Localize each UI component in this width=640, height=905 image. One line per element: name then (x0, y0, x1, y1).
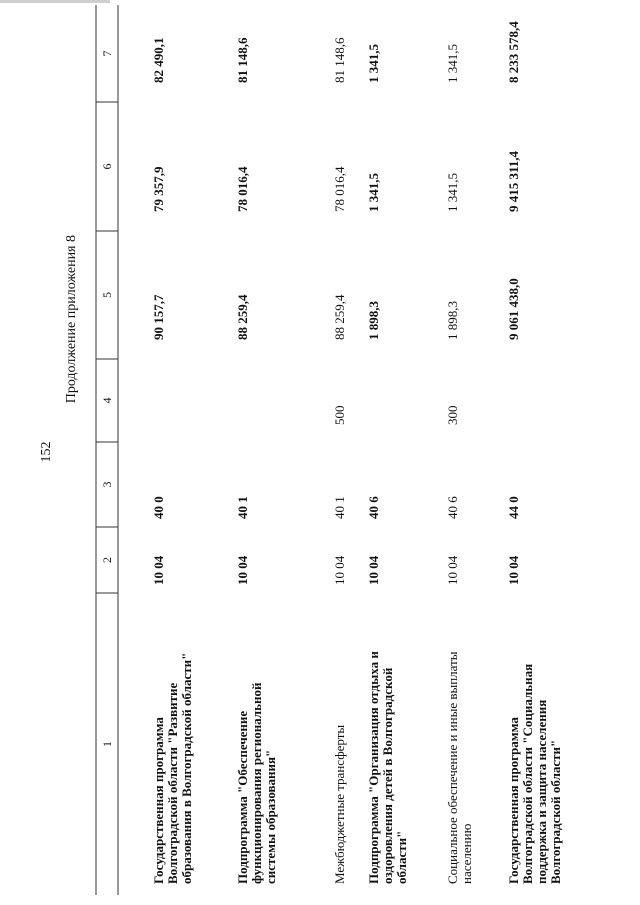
cell-target: 40 6 (445, 496, 460, 519)
table (0, 5, 640, 895)
cell-target: 40 1 (235, 496, 250, 519)
cell-type: 500 (332, 405, 347, 425)
cell-value-7: 81 148,6 (332, 37, 347, 83)
cell-target: 40 1 (332, 496, 347, 519)
scan-artifact (0, 0, 110, 3)
col-header-7: 7 (100, 50, 114, 57)
col-header-5: 5 (100, 292, 114, 298)
appendix-caption: Продолжение приложения 8 (64, 235, 79, 404)
cell-value-5: 88 259,4 (332, 294, 347, 340)
row-name: Государственная программа Волгоградской области "Социальная поддержка и защита населения Волгоградской области" (506, 663, 563, 884)
cell-value-7: 8 233 578,4 (506, 21, 521, 83)
cell-value-6: 1 341,5 (366, 173, 381, 212)
row-name: Социальное обеспечение и иные выплаты населению (445, 651, 474, 884)
cell-value-7: 82 490,1 (151, 37, 166, 83)
row-name: Государственная программа Волгоградской области "Развитие образования в Волгоградской области" (151, 652, 194, 884)
cell-value-6: 1 341,5 (445, 173, 460, 212)
cell-type: 300 (445, 405, 460, 425)
cell-value-5: 1 898,3 (366, 301, 381, 340)
cell-value-6: 79 357,9 (151, 166, 166, 212)
col-header-6: 6 (100, 163, 114, 170)
row-name: Подпрограмма "Обеспечение функционирования региональной системы образования" (235, 682, 278, 884)
col-header-3: 3 (100, 481, 114, 488)
rotated-page (0, 5, 640, 895)
row-name: Межбюджетные трансферты (332, 724, 347, 884)
cell-value-5: 9 061 438,0 (506, 278, 521, 340)
cell-value-6: 78 016,4 (332, 166, 347, 212)
cell-section: 10 04 (332, 555, 347, 585)
cell-section: 10 04 (506, 555, 521, 585)
cell-value-5: 88 259,4 (235, 294, 250, 340)
row-name: Подпрограмма "Организация отдыха и оздоровления детей в Волгоградской области" (366, 651, 409, 884)
cell-section: 10 04 (151, 555, 166, 585)
cell-target: 40 6 (366, 496, 381, 519)
cell-target: 40 0 (151, 496, 166, 519)
cell-section: 10 04 (366, 555, 381, 585)
cell-section: 10 04 (445, 555, 460, 585)
cell-value-6: 78 016,4 (235, 166, 250, 212)
cell-target: 44 0 (506, 496, 521, 519)
col-header-2: 2 (100, 557, 114, 563)
col-header-1: 1 (100, 741, 114, 747)
cell-value-7: 1 341,5 (445, 44, 460, 83)
cell-value-5: 1 898,3 (445, 301, 460, 340)
cell-value-7: 81 148,6 (235, 37, 250, 83)
col-header-4: 4 (100, 397, 114, 404)
page-number: 152 (39, 441, 54, 463)
cell-value-7: 1 341,5 (366, 44, 381, 83)
cell-value-5: 90 157,7 (151, 294, 166, 340)
cell-section: 10 04 (235, 555, 250, 585)
cell-value-6: 9 415 311,4 (506, 150, 521, 212)
